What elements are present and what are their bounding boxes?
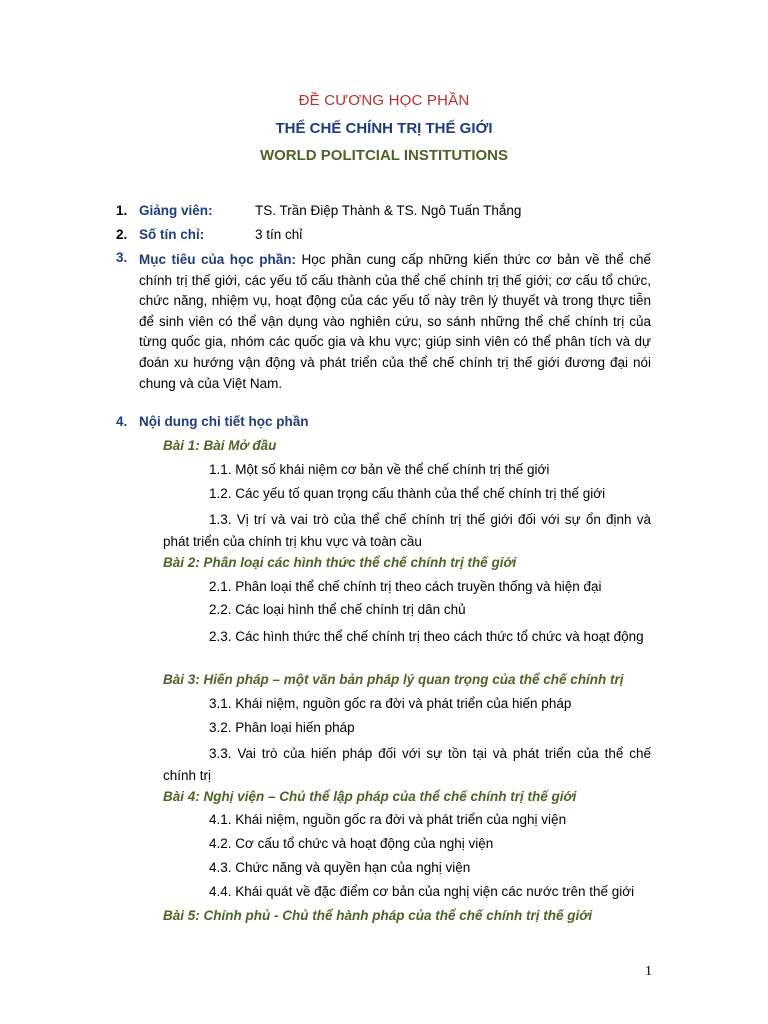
page-number: 1 <box>645 964 652 979</box>
lesson-3-title: Bài 3: Hiến pháp – một văn bản pháp lý quan trọng của thể chế chính trị <box>163 672 624 687</box>
course-name-vi: THỂ CHẾ CHÍNH TRỊ THẾ GIỚI <box>275 120 493 137</box>
section-4-number: 4. <box>116 414 128 429</box>
lesson-item: 1.3. Vị trí và vai trò của thể chế chính trị thế giới đối với sự ổn định và phát triển của chính trị khu vực và toàn cầu <box>163 512 651 549</box>
lesson-5-title: Bài 5: Chính phủ - Chủ thể hành pháp của thể chế chính trị thế giới <box>163 908 593 923</box>
section-4-label: Nội dung chi tiết học phần <box>139 414 309 429</box>
lecturer-value: TS. Trần Điệp Thành & TS. Ngô Tuấn Thắng <box>255 203 522 218</box>
lesson-item: 3.3. Vai trò của hiến pháp đối với sự tồn tại và phát triển của thể chế chính trị <box>163 746 651 783</box>
lesson-4-title: Bài 4: Nghị viện – Chủ thể lập pháp của thể chế chính trị thế giới <box>163 789 577 804</box>
course-name-en: WORLD POLITCIAL INSTITUTIONS <box>259 147 509 164</box>
course-objective-paragraph <box>139 250 651 394</box>
lesson-item: 1.1. Một số khái niệm cơ bản về thể chế chính trị thế giới <box>209 462 550 477</box>
section-3-number: 3. <box>116 250 128 265</box>
section-2-label: Số tín chỉ: <box>139 227 205 242</box>
lesson-1-title: Bài 1: Bài Mở đầu <box>163 438 277 453</box>
section-3-label: Mục tiêu của học phần: <box>139 252 297 267</box>
section-1-number: 1. <box>116 203 128 218</box>
section-2-number: 2. <box>116 227 128 242</box>
lesson-item: 4.2. Cơ cấu tổ chức và hoạt động của nghị viện <box>209 836 494 851</box>
lesson-item: 2.3. Các hình thức thể chế chính trị theo cách thức tổ chức và hoạt động <box>209 629 644 644</box>
lesson-item: 3.1. Khái niệm, nguồn gốc ra đời và phát triển của hiến pháp <box>209 696 572 711</box>
lesson-item: 4.4. Khái quát về đặc điểm cơ bản của nghị viện các nước trên thế giới <box>209 884 635 899</box>
lesson-2-title: Bài 2: Phân loại các hình thức thể chế chính trị thế giới <box>163 555 517 570</box>
document-title: ĐỀ CƯƠNG HỌC PHẦN <box>298 92 470 109</box>
lesson-item: 3.2. Phân loại hiến pháp <box>209 720 355 735</box>
credits-value: 3 tín chỉ <box>255 227 303 242</box>
lesson-item: 2.2. Các loại hình thể chế chính trị dân chủ <box>209 602 466 617</box>
course-objective-text: Học phần cung cấp những kiến thức cơ bản về thể chế chính trị thế giới, các yếu tố cấu thành của thể chế chính trị thế giới; cơ cấu tổ chức, chức năng, nhiệm vụ, hoạt động của các yếu tố này trên lý thuyết và trong thực tiễn để sinh viên có thể vận dụng vào nghiên cứu, so sánh những thể chế chính trị của từng quốc gia, nhóm các quốc gia và khu vực; giúp sinh viên có thể phân tích và dự đoán xu hướng vận động và phát triển của thể chế chính trị thế giới đương đại nói chung và của Việt Nam. <box>139 252 652 391</box>
lesson-item: 4.1. Khái niệm, nguồn gốc ra đời và phát triển của nghị viện <box>209 812 567 827</box>
lesson-item: 4.3. Chức năng và quyền hạn của nghị viện <box>209 860 471 875</box>
lesson-item: 2.1. Phân loại thể chế chính trị theo cách truyền thống và hiện đại <box>209 579 602 594</box>
section-1-label: Giảng viên: <box>139 203 213 218</box>
lesson-item: 1.2. Các yếu tố quan trọng cấu thành của thể chế chính trị thế giới <box>209 486 606 501</box>
